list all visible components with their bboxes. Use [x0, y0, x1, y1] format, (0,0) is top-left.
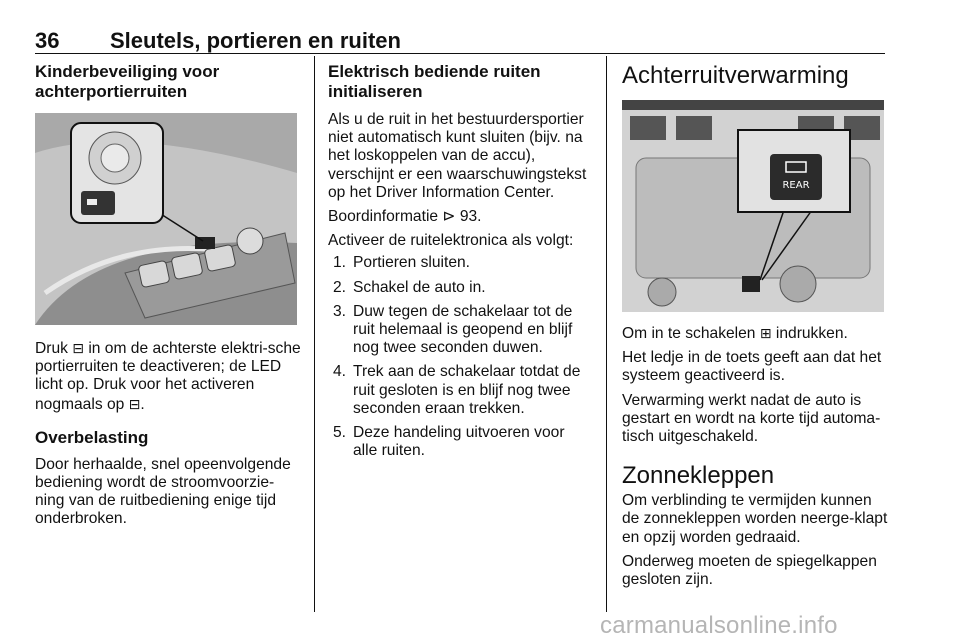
- watermark: carmanualsonline.info: [600, 612, 838, 639]
- rear-defrost-heading: Achterruitverwarming: [622, 62, 849, 89]
- activation-steps: [328, 254, 592, 460]
- rear-defrost-figure: [622, 100, 884, 312]
- column-child-lock: [35, 62, 303, 529]
- defrost-auto-off-text: Verwarming werkt nadat de auto is gestart en wordt na korte tijd automa-tisch uitgeschakeld.: [622, 391, 881, 446]
- page-number: 36: [35, 28, 60, 53]
- header-rule: [35, 53, 885, 54]
- page-ref-arrow-icon: ⊳: [442, 208, 456, 226]
- chapter-title: Sleutels, portieren en ruiten: [110, 28, 401, 53]
- child-lock-icon: ⊟: [128, 395, 141, 412]
- child-lock-heading: Kinderbeveiliging voor achterportierruiten: [35, 62, 220, 101]
- step-item: 2. Schakel de auto in.: [333, 278, 486, 296]
- step-item: 1. Portieren sluiten.: [333, 254, 471, 272]
- window-init-intro: Als u de ruit in het bestuurdersportier niet automatisch kunt sluiten (bijv. na het loskoppelen van de accu), verschijnt er een waarschuwingstekst op het Driver Information Center.: [328, 111, 587, 201]
- overload-heading: Overbelasting: [35, 427, 149, 447]
- door-switch-figure: [35, 113, 297, 325]
- child-lock-text: Druk ⊟ in om de achterste elektri-sche portierruiten te deactiveren; de LED licht op. Druk voor het activeren nogmaals op ⊟.: [35, 340, 301, 413]
- activation-intro: Activeer de ruitelektronica als volgt:: [328, 232, 574, 250]
- rear-button-label: REAR: [782, 180, 810, 191]
- rear-defrost-icon: ⊞: [759, 325, 772, 341]
- page-header: [35, 28, 885, 54]
- board-info-ref: Boordinformatie ⊳ 93.: [328, 208, 482, 226]
- overload-text: Door herhaalde, snel opeenvolgende bediening wordt de stroomvoorzie-ning van de ruitbediening enige tijd onderbroken.: [35, 455, 291, 528]
- defrost-instruction: Om in te schakelen ⊞ indrukken.: [622, 325, 848, 342]
- mirror-covers-text: Onderweg moeten de spiegelkappen gesloten zijn.: [622, 552, 877, 589]
- sun-visors-heading: Zonnekleppen: [622, 462, 775, 490]
- column-divider-right: [606, 56, 607, 612]
- step-item: 5. Deze handeling uitvoeren voor alle ruiten.: [333, 424, 565, 460]
- step-item: 3. Duw tegen de schakelaar tot de ruit helemaal is geopend en blijf nog twee seconden duwen.: [333, 302, 573, 357]
- sun-visors-text: Om verblinding te vermijden kunnen de zonnekleppen worden neerge-klapt en opzij worden gedraaid.: [622, 492, 888, 546]
- column-window-init: [328, 62, 592, 460]
- column-rear-defrost: [622, 62, 888, 589]
- window-init-heading: Elektrisch bediende ruiten initialiseren: [328, 62, 541, 101]
- child-lock-icon: ⊟: [72, 340, 84, 356]
- step-item: 4. Trek aan de schakelaar totdat de ruit gesloten is en blijf nog twee seconden eraan trekken.: [333, 363, 581, 417]
- column-divider-left: [314, 56, 315, 612]
- defrost-led-text: Het ledje in de toets geeft aan dat het systeem geactiveerd is.: [622, 349, 882, 385]
